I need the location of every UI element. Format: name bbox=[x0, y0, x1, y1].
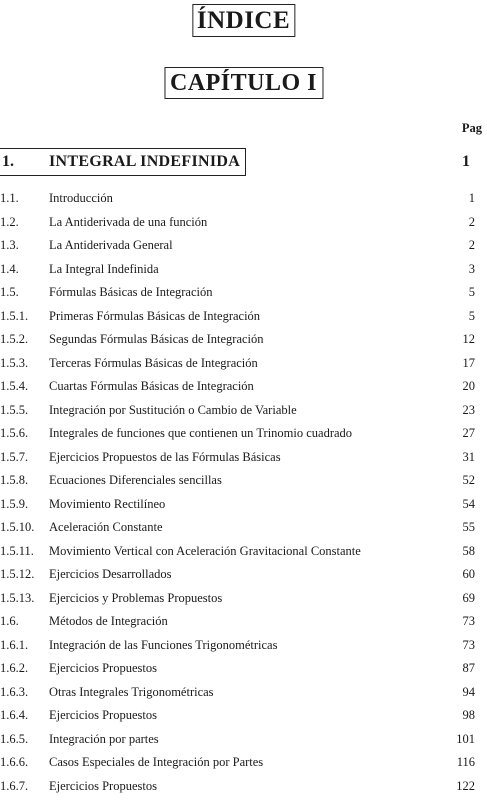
toc-entry-number: 1.5.9. bbox=[0, 496, 29, 511]
toc-entry-title: Integración por partes bbox=[49, 731, 159, 746]
toc-entry-page: 5 bbox=[468, 285, 475, 299]
toc-entry-page: 98 bbox=[462, 708, 475, 722]
toc-entry-title: Ejercicios Propuestos bbox=[49, 661, 157, 675]
toc-entry bbox=[0, 751, 487, 775]
toc-entry-page: 54 bbox=[462, 496, 475, 511]
section-page: 1 bbox=[462, 153, 470, 170]
toc-entry bbox=[0, 328, 487, 352]
toc-entry bbox=[0, 493, 487, 517]
toc-entry-page: 73 bbox=[462, 614, 475, 628]
toc-entry bbox=[0, 469, 487, 493]
toc-entry-page: 122 bbox=[456, 778, 475, 793]
toc-entry-title: Ecuaciones Diferenciales sencillas bbox=[49, 473, 222, 487]
toc-entry-title: Introducción bbox=[49, 191, 113, 205]
toc-entry-number: 1.6. bbox=[0, 614, 19, 628]
toc-entry bbox=[0, 446, 487, 470]
toc-entry bbox=[0, 540, 487, 564]
chapter-title: CAPÍTULO I bbox=[164, 67, 323, 99]
toc-entry-number: 1.2. bbox=[0, 214, 19, 229]
toc-entry bbox=[0, 258, 487, 282]
toc-entry bbox=[0, 234, 487, 258]
toc-entry-title: Ejercicios Propuestos bbox=[49, 708, 157, 722]
toc-entry-title: Fórmulas Básicas de Integración bbox=[49, 285, 213, 299]
toc-entry-number: 1.6.5. bbox=[0, 731, 29, 746]
toc-entry bbox=[0, 375, 487, 399]
toc-entry-number: 1.6.4. bbox=[0, 708, 29, 722]
toc-entry-title: Segundas Fórmulas Básicas de Integración bbox=[49, 332, 264, 346]
toc-entry-page: 3 bbox=[468, 261, 475, 276]
toc-entry bbox=[0, 516, 487, 540]
toc-entry-page: 20 bbox=[462, 379, 475, 393]
toc-entry-page: 31 bbox=[462, 449, 475, 464]
toc-entry-page: 5 bbox=[468, 308, 475, 323]
toc-entry bbox=[0, 610, 487, 634]
toc-entry-number: 1.6.2. bbox=[0, 661, 29, 675]
toc-entry-title: Integración de las Funciones Trigonométricas bbox=[49, 637, 278, 652]
toc-entry bbox=[0, 422, 487, 446]
toc-entry-page: 2 bbox=[468, 214, 475, 229]
index-title: ÍNDICE bbox=[192, 4, 295, 37]
toc-entry-title: Ejercicios Desarrollados bbox=[49, 567, 172, 581]
toc-entry-number: 1.5.5. bbox=[0, 402, 29, 417]
section-number: 1. bbox=[2, 153, 14, 170]
toc-entry-page: 73 bbox=[462, 637, 475, 652]
toc-entry-number: 1.5.3. bbox=[0, 355, 29, 370]
toc-entry-title: Ejercicios Propuestos bbox=[49, 778, 157, 793]
toc-entry-title: Aceleración Constante bbox=[49, 520, 163, 534]
toc-entry bbox=[0, 211, 487, 235]
toc-entry bbox=[0, 587, 487, 611]
toc-entry-page: 60 bbox=[462, 567, 475, 581]
toc-entry bbox=[0, 634, 487, 658]
toc-entry-title: Ejercicios Propuestos de las Fórmulas Básicas bbox=[49, 449, 281, 464]
toc-entry bbox=[0, 775, 487, 799]
toc-entry-number: 1.6.7. bbox=[0, 778, 29, 793]
toc-entry bbox=[0, 187, 487, 211]
toc-entry bbox=[0, 681, 487, 705]
toc-entry-number: 1.5.8. bbox=[0, 473, 29, 487]
toc-entry-number: 1.5. bbox=[0, 285, 19, 299]
table-of-contents bbox=[0, 187, 487, 798]
toc-entry-number: 1.6.1. bbox=[0, 637, 29, 652]
toc-entry-title: Movimiento Rectilíneo bbox=[49, 496, 166, 511]
toc-entry-number: 1.5.1. bbox=[0, 308, 29, 323]
toc-entry-title: La Antiderivada General bbox=[49, 238, 173, 252]
toc-entry bbox=[0, 657, 487, 681]
toc-entry-page: 12 bbox=[462, 332, 475, 346]
toc-entry-title: Casos Especiales de Integración por Partes bbox=[49, 755, 264, 769]
toc-entry-page: 1 bbox=[468, 191, 475, 205]
toc-entry-page: 52 bbox=[462, 473, 475, 487]
toc-entry-number: 1.1. bbox=[0, 191, 19, 205]
toc-entry-title: Cuartas Fórmulas Básicas de Integración bbox=[49, 379, 254, 393]
toc-entry-title: Primeras Fórmulas Básicas de Integración bbox=[49, 308, 261, 323]
toc-entry-page: 87 bbox=[462, 661, 475, 675]
toc-entry-number: 1.6.6. bbox=[0, 755, 29, 769]
toc-entry-page: 94 bbox=[462, 684, 475, 699]
toc-entry-page: 116 bbox=[456, 755, 475, 769]
toc-entry-title: Otras Integrales Trigonométricas bbox=[49, 684, 214, 699]
section-heading bbox=[0, 148, 487, 176]
toc-entry-number: 1.5.10. bbox=[0, 520, 35, 534]
toc-entry-number: 1.5.2. bbox=[0, 332, 29, 346]
toc-entry-title: Ejercicios y Problemas Propuestos bbox=[49, 590, 223, 605]
toc-entry bbox=[0, 352, 487, 376]
toc-entry-number: 1.6.3. bbox=[0, 684, 29, 699]
toc-entry-title: La Integral Indefinida bbox=[49, 261, 159, 276]
toc-entry-page: 23 bbox=[462, 402, 475, 417]
toc-entry-page: 101 bbox=[456, 731, 475, 746]
toc-entry-number: 1.5.12. bbox=[0, 567, 35, 581]
page-column-label: Pag bbox=[461, 121, 482, 135]
toc-entry-number: 1.5.4. bbox=[0, 379, 29, 393]
toc-entry-page: 69 bbox=[462, 590, 475, 605]
toc-entry-number: 1.5.13. bbox=[0, 590, 35, 605]
toc-entry-page: 55 bbox=[462, 520, 475, 534]
toc-entry bbox=[0, 399, 487, 423]
toc-entry-page: 2 bbox=[468, 238, 475, 252]
toc-entry-page: 58 bbox=[462, 543, 475, 558]
toc-entry-page: 27 bbox=[462, 426, 475, 440]
toc-entry bbox=[0, 704, 487, 728]
toc-entry-page: 17 bbox=[462, 355, 475, 370]
section-title: INTEGRAL INDEFINIDA bbox=[49, 153, 241, 170]
toc-entry-number: 1.5.6. bbox=[0, 426, 29, 440]
toc-entry-title: Movimiento Vertical con Aceleración Gravitacional Constante bbox=[49, 543, 361, 558]
toc-entry-title: Integrales de funciones que contienen un Trinomio cuadrado bbox=[49, 426, 353, 440]
toc-entry bbox=[0, 563, 487, 587]
toc-entry-title: Terceras Fórmulas Básicas de Integración bbox=[49, 355, 258, 370]
toc-entry-title: Métodos de Integración bbox=[49, 614, 168, 628]
toc-entry-title: La Antiderivada de una función bbox=[49, 214, 208, 229]
toc-entry-number: 1.5.11. bbox=[0, 543, 34, 558]
toc-entry-number: 1.4. bbox=[0, 261, 19, 276]
toc-entry-number: 1.3. bbox=[0, 238, 19, 252]
toc-entry-title: Integración por Sustitución o Cambio de Variable bbox=[49, 402, 297, 417]
toc-entry bbox=[0, 305, 487, 329]
toc-entry bbox=[0, 728, 487, 752]
toc-entry-number: 1.5.7. bbox=[0, 449, 29, 464]
toc-entry bbox=[0, 281, 487, 305]
